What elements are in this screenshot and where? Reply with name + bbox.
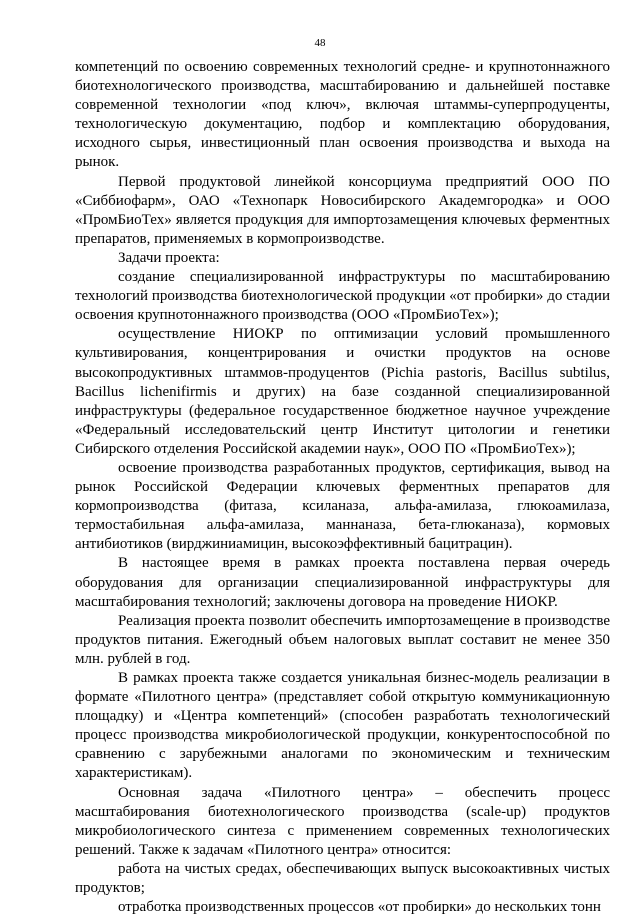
paragraph-import-substitution: Реализация проекта позволит обеспечить импортозамещение в производстве продуктов питания. Ежегодный объем налоговых выплат составит не менее 350 млн. рублей в год. — [75, 612, 610, 667]
paragraph-product-line: Первой продуктовой линейкой консорциума предприятий ООО ПО «Сиббиофарм», ОАО «Технопарк Новосибирского Академгородка» и ООО «ПромБиоТех» является продукция для импортозамещения ключевых ферментных препаратов, применяемых в кормопроизводстве. — [75, 173, 610, 247]
page-body — [75, 58, 610, 917]
paragraph-current-status: В настоящее время в рамках проекта поставлена первая очередь оборудования для организации специализированной инфраструктуры для масштабирования технологий; заключены договора на проведение НИОКР. — [75, 555, 610, 610]
paragraph-task-production: освоение производства разработанных продуктов, сертификация, вывод на рынок Российской Федерации ключевых ферментных препаратов для кормопроизводства (фитаза, ксиланаза, альфа-амилаза, глюкоамилаза, термостабильная альфа-амилаза, маннаназа, бета-глюканаза), кормовых антибиотиков (вирджиниамицин, высокоэффективный бацитрацин). — [75, 459, 610, 553]
paragraph-continuation: компетенций по освоению современных технологий средне- и крупнотоннажного биотехнологического производства, масштабированию и дальнейшей поставке современной технологии «под ключ», включая штаммы-суперпродуценты, технологическую документацию, подбор и комплектацию оборудования, исходного сырья, инвестиционный план освоения производства и выхода на рынок. — [75, 59, 610, 171]
paragraph-process-development: отработка производственных процессов «от пробирки» до нескольких тонн — [118, 899, 601, 916]
paragraph-pilot-center-goal: Основная задача «Пилотного центра» – обеспечить процесс масштабирования биотехнологического производства (scale-up) продуктов микробиологического синтеза с применением современных технологических решений. Также к задачам «Пилотного центра» относится: — [75, 784, 610, 858]
page-number: 48 — [314, 37, 326, 49]
paragraph-tasks-heading: Задачи проекта: — [118, 249, 220, 266]
paragraph-task-infrastructure: создание специализированной инфраструктуры по масштабированию технологий производства биотехнологической продукции «от пробирки» до стадии освоения крупнотоннажного производства (ООО «ПромБиоТех»); — [75, 269, 610, 324]
paragraph-task-rnd: осуществление НИОКР по оптимизации условий промышленного культивирования, концентрирования и очистки продуктов на основе высокопродуктивных штаммов-продуцентов (Pichia pastoris, Bacillus subtilus, Bacillus lichenifirmis и других) на базе созданной специализированной инфраструктуры (федеральное государственное бюджетное научное учреждение «Федеральный исследовательский центр Институт цитологии и генетики Сибирского отделения Российской академии наук», ООО ПО «ПромБиоТех»); — [75, 326, 610, 457]
paragraph-pure-media: работа на чистых средах, обеспечивающих выпуск высокоактивных чистых продуктов; — [75, 860, 610, 897]
paragraph-business-model: В рамках проекта также создается уникальная бизнес-модель реализации в формате «Пилотного центра» (представляет собой открытую коммуникационную площадку) и «Центра компетенций» (способен разработать технологический процесс производства микробиологической продукции, конкурентоспособной по сравнению с зарубежными аналогами по экономическим и техническим характеристикам). — [75, 670, 610, 782]
